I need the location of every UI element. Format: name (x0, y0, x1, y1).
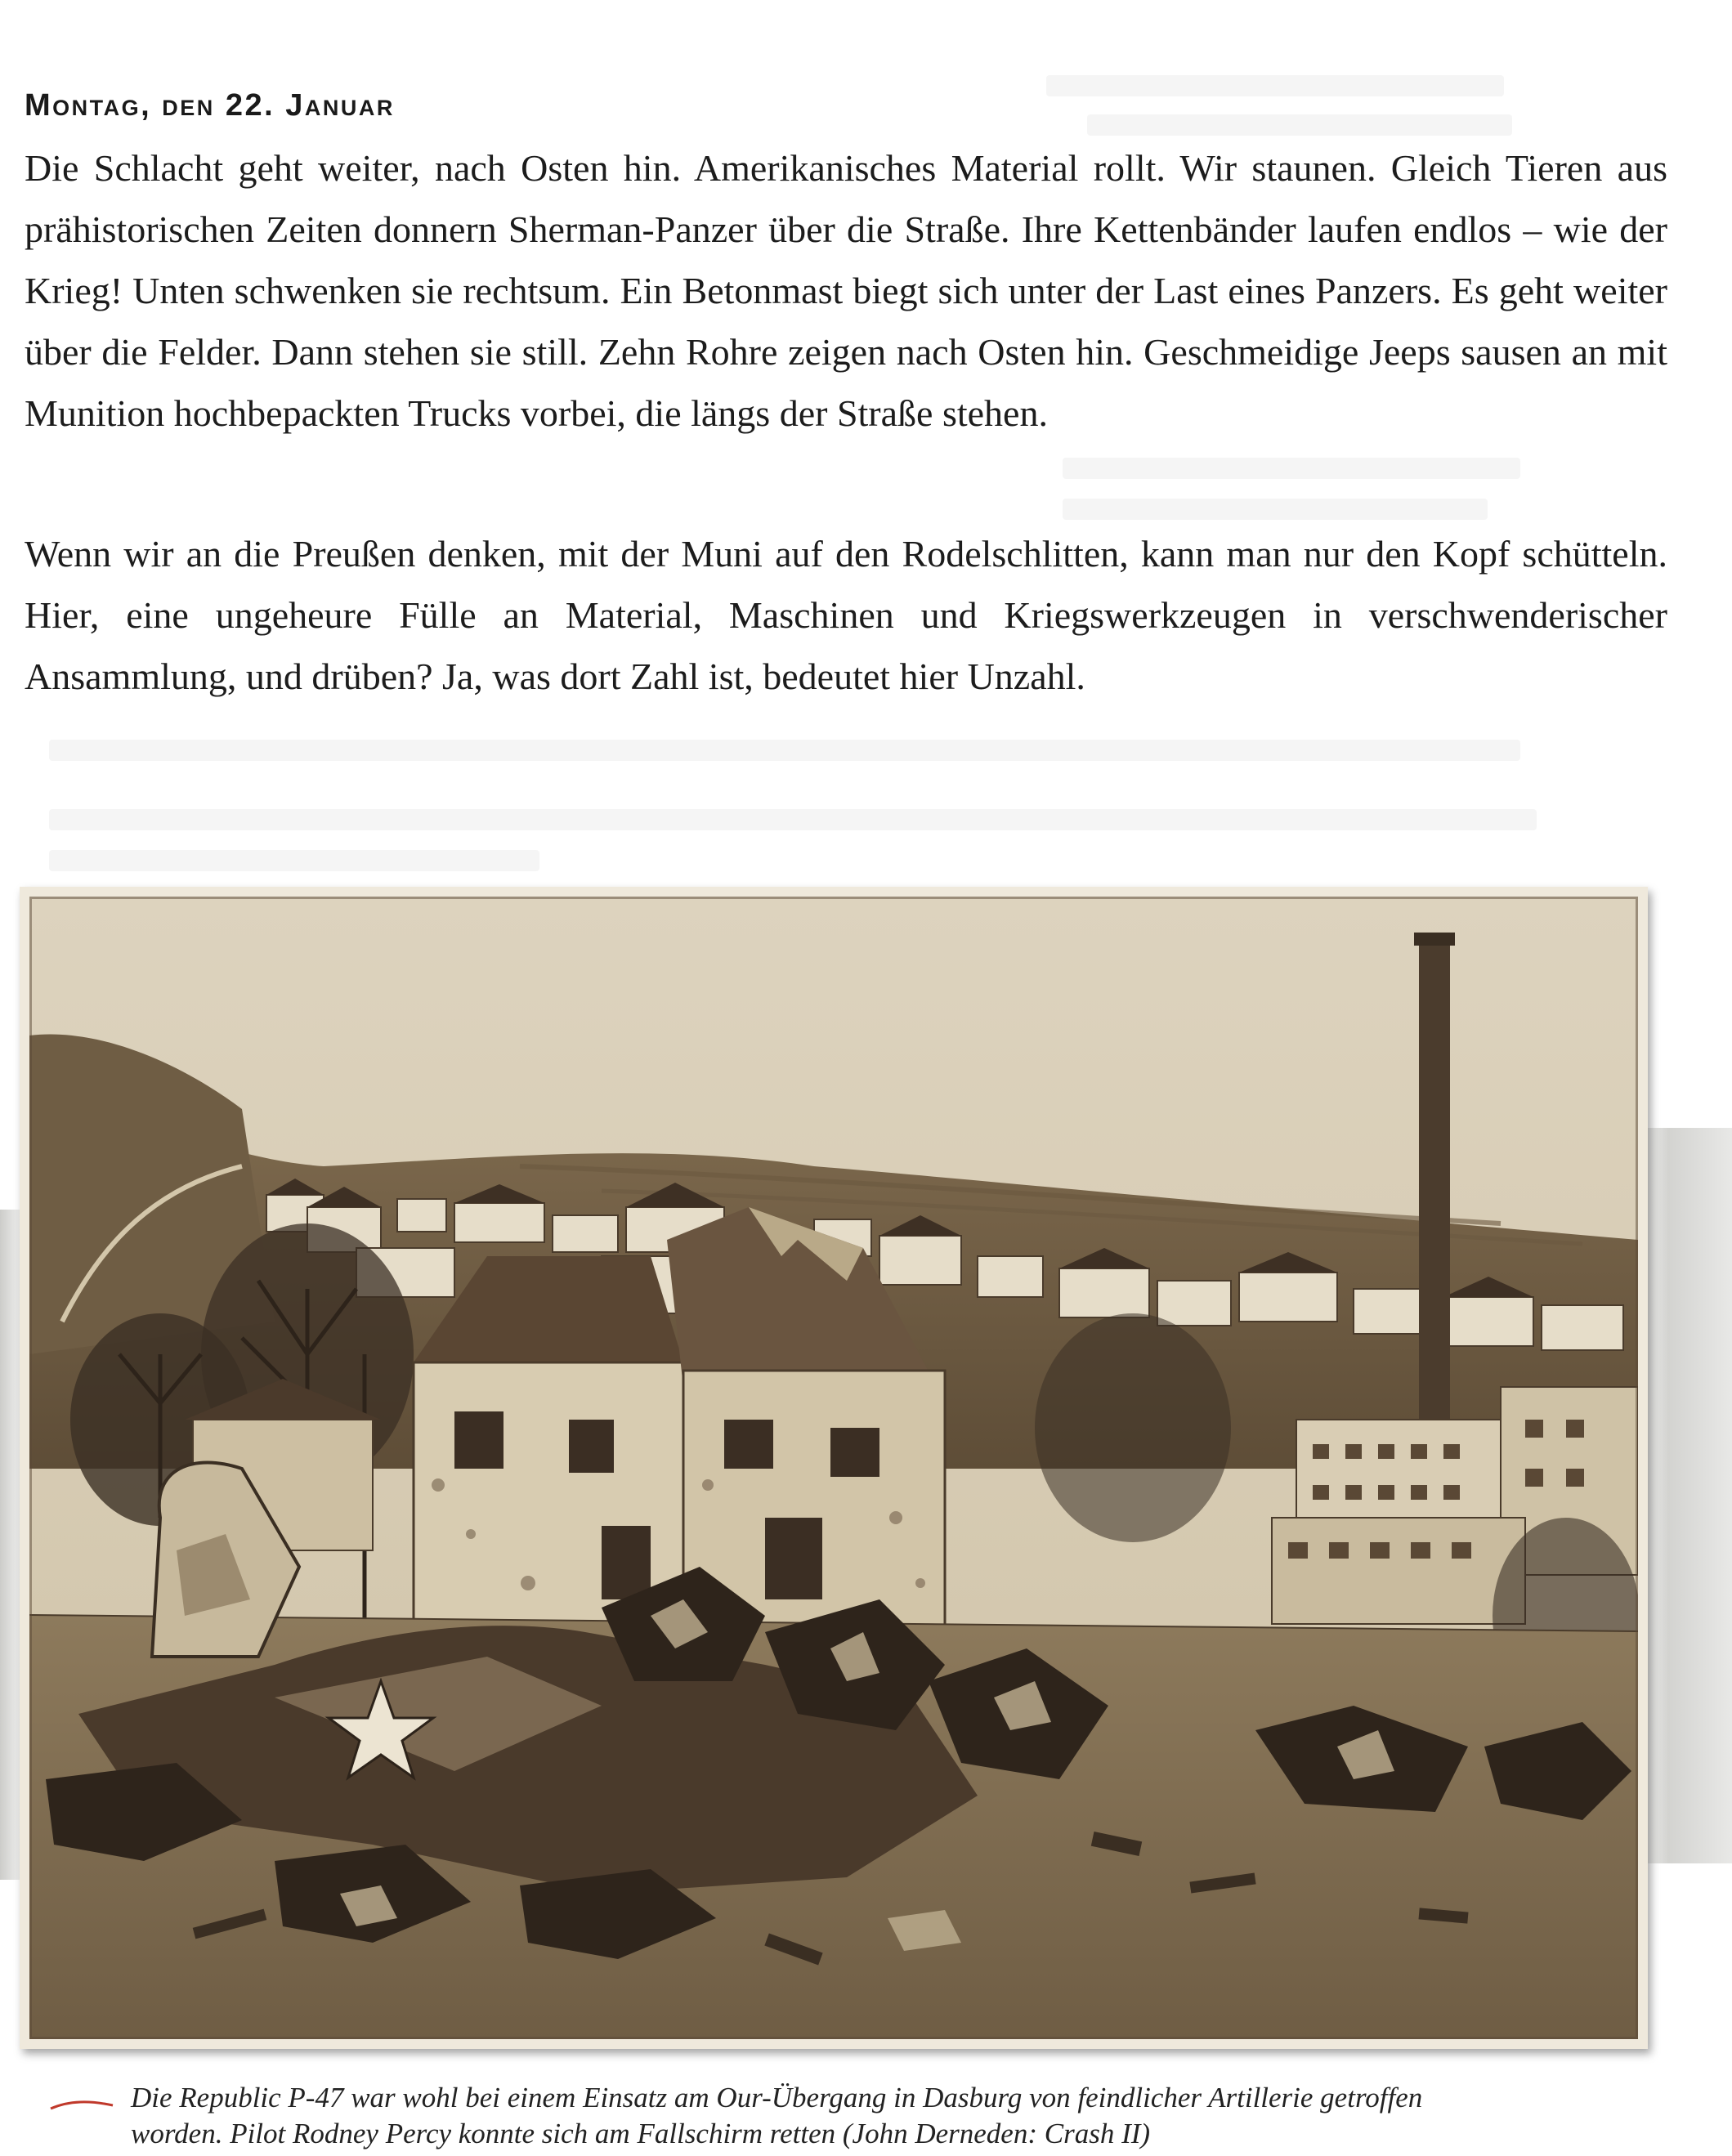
paragraph-1: Die Schlacht geht weiter, nach Osten hin. Amerikanisches Material rollt. Wir staunen. Gleich Tieren aus prähistorischen Zeiten donnern Sherman-Panzer über die Straße. Ihre Kettenbänder laufen endlos – wie der Krieg! Unten schwenken sie rechtsum. Ein Betonmast biegt sich unter der Last eines Panzers. Es geht weiter über die Felder. Dann stehen sie still. Zehn Rohre zeigen nach Osten hin. Geschmeidige Jeeps sausen an mit Munition hochbepackten Trucks vorbei, die längs der Straße stehen. (25, 147, 1667, 434)
photo-caption-line-1: Die Republic P-47 war wohl bei einem Einsatz am Our-Übergang in Dasburg von feindlicher Artillerie getroffen (131, 2082, 1423, 2114)
paragraph-2: Wenn wir an die Preußen denken, mit der Muni auf den Rodelschlitten, kann man nur den Kopf schütteln. Hier, eine ungeheure Fülle an Material, Maschinen und Kriegswerkzeugen in verschwenderischer Ansammlung, und drüben? Ja, was dort Zahl ist, bedeutet hier Unzahl. (25, 533, 1667, 697)
factory-chimney (1419, 937, 1450, 1460)
crash-site-photo (29, 897, 1638, 2039)
caption-marker-icon (49, 2099, 114, 2112)
photo-caption-line-2: worden. Pilot Rodney Percy konnte sich am Fallschirm retten (John Derneden: Crash II) (131, 2118, 1151, 2149)
section-heading: Montag, den 22. Januar (25, 88, 395, 123)
photo-frame (20, 887, 1648, 2049)
